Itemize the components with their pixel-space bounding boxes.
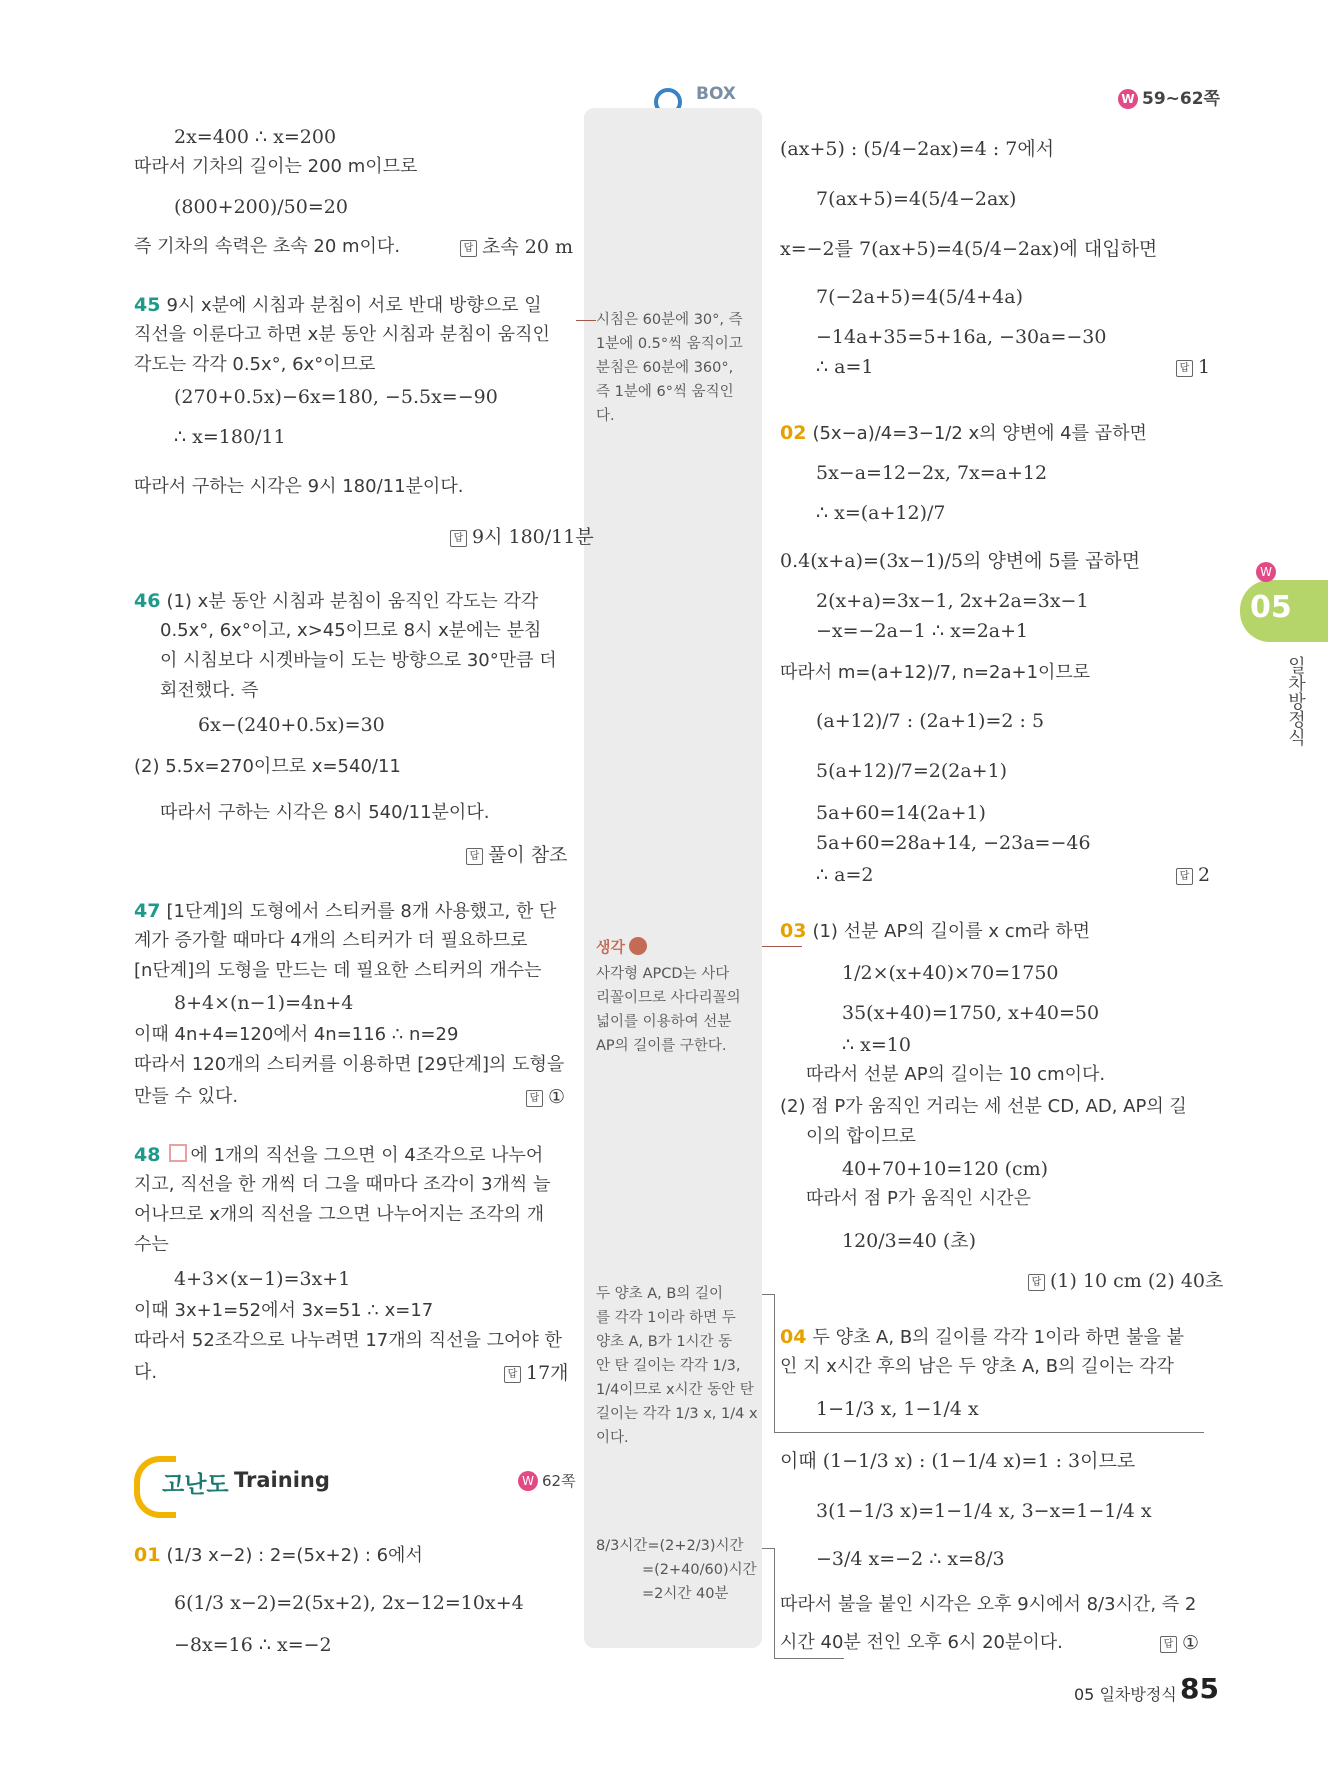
text-line: 이때 3x+1=52에서 3x=51 ∴ x=17: [134, 1300, 434, 1321]
note-04: 두 양초 A, B의 길이 를 각각 1이라 하면 두 양초 A, B가 1시간 동 안 탄 길이는 각각 1/3, 1/4이므로 x시간 동안 탄 길이는 각각 1/3 x, 1/4 x 이다.: [596, 1286, 758, 1446]
problem-01: 01 (1/3 x−2) : 2=(5x+2) : 6에서: [134, 1544, 423, 1566]
eq-line: 1/2×(x+40)×70=1750: [842, 962, 1059, 984]
think-label: 생각: [596, 936, 647, 957]
eq-line: −14a+35=5+16a, −30a=−30: [816, 326, 1107, 348]
text-line: 계가 증가할 때마다 4개의 스티커가 더 필요하므로: [134, 930, 528, 951]
eq-line: 1−1/3 x, 1−1/4 x: [816, 1398, 979, 1420]
answer-45: 답 9시 180/11분: [450, 524, 594, 550]
eq-line: 6(1/3 x−2)=2(5x+2), 2x−12=10x+4: [174, 1592, 524, 1614]
connector-line: [774, 1294, 775, 1432]
connector-line: [576, 320, 596, 321]
text-line: 이 시침보다 시곗바늘이 도는 방향으로 30°만큼 더: [160, 650, 557, 671]
eq-line: 120/3=40 (초): [842, 1230, 977, 1252]
box-label: BOX: [696, 84, 736, 104]
eq-line: (ax+5) : (5/4−2ax)=4 : 7에서: [780, 138, 1055, 160]
chapter-number: 05: [1250, 590, 1292, 625]
eq-line: 2x=400 ∴ x=200: [174, 126, 337, 148]
text-line: 따라서 120개의 스티커를 이용하면 [29단계]의 도형을: [134, 1054, 565, 1075]
eq-line: (270+0.5x)−6x=180, −5.5x=−90: [174, 386, 498, 408]
text-line: 어나므로 x개의 직선을 그으면 나누어지는 조각의 개: [134, 1204, 545, 1225]
text-line: 이의 합이므로: [806, 1126, 917, 1147]
footer-chapter: 05 일차방정식: [1074, 1685, 1177, 1704]
eq-line: 0.4(x+a)=(3x−1)/5의 양변에 5를 곱하면: [780, 550, 1141, 572]
text-line: 수는: [134, 1234, 169, 1255]
note-03: 사각형 APCD는 사다 리꼴이므로 사다리꼴의 넓이를 이용하여 선분 AP의 길이를 구한다.: [596, 966, 741, 1054]
answer-02: 답 2: [1176, 862, 1210, 888]
text-line: 회전했다. 즉: [160, 680, 259, 701]
text-line: 따라서 52조각으로 나누려면 17개의 직선을 그어야 한: [134, 1330, 562, 1351]
text-line: 따라서 기차의 길이는 200 m이므로: [134, 156, 418, 177]
eq-line: ∴ x=180/11: [174, 426, 286, 448]
chapter-w-icon: W: [1256, 562, 1280, 582]
eq-line: 5a+60=14(2a+1): [816, 802, 986, 824]
connector-line: [774, 1432, 1204, 1433]
eq-line: 이때 (1−1/3 x) : (1−1/4 x)=1 : 3이므로: [780, 1450, 1136, 1472]
lightbulb-icon: [629, 937, 647, 955]
text-line: 직선을 이룬다고 하면 x분 동안 시침과 분침이 움직인: [134, 324, 550, 345]
text-line: 따라서 선분 AP의 길이는 10 cm이다.: [806, 1064, 1106, 1085]
answer-44: 답 초속 20 m: [460, 234, 573, 260]
text-line: 지고, 직선을 한 개씩 더 그을 때마다 조각이 3개씩 늘: [134, 1174, 551, 1195]
eq-line: x=−2를 7(ax+5)=4(5/4−2ax)에 대입하면: [780, 238, 1158, 260]
text-line: 다.: [134, 1362, 158, 1383]
connector-line: [774, 1548, 775, 1658]
text-line: 따라서 m=(a+12)/7, n=2a+1이므로: [780, 662, 1091, 683]
connector-line: [762, 1548, 774, 1549]
answer-r1: 답 1: [1176, 354, 1210, 380]
answer-47: 답 ①: [526, 1084, 565, 1110]
eq-line: 35(x+40)=1750, x+40=50: [842, 1002, 1100, 1024]
eq-line: 7(ax+5)=4(5/4−2ax): [816, 188, 1017, 210]
answer-48: 답 17개: [504, 1360, 569, 1386]
page-reference: [1118, 84, 1220, 109]
eq-line: 5(a+12)/7=2(2a+1): [816, 760, 1008, 782]
eq-line: ∴ x=10: [842, 1034, 911, 1056]
problem-48: 48 에 1개의 직선을 그으면 이 4조각으로 나누어: [134, 1144, 544, 1166]
text-line: 즉 기차의 속력은 초속 20 m이다.: [134, 236, 401, 257]
text-line: 따라서 점 P가 움직인 시간은: [806, 1188, 1032, 1209]
note-04b: 8/3시간=(2+2/3)시간 =(2+40/60)시간 =2시간 40분: [596, 1538, 757, 1602]
eq-line: 2(x+a)=3x−1, 2x+2a=3x−1: [816, 590, 1089, 612]
page-range: 59~62쪽: [1142, 89, 1220, 109]
problem-47: 47 [1단계]의 도형에서 스티커를 8개 사용했고, 한 단: [134, 900, 557, 922]
eq-line: ∴ a=2: [816, 864, 874, 886]
eq-line: ∴ a=1: [816, 356, 874, 378]
eq-line: 5x−a=12−2x, 7x=a+12: [816, 462, 1048, 484]
eq-line: −3/4 x=−2 ∴ x=8/3: [816, 1548, 1005, 1570]
figure-box-icon: [169, 1144, 187, 1162]
training-subtitle: Training: [234, 1468, 330, 1492]
training-title: 고난도: [162, 1472, 229, 1498]
eq-line: 4+3×(x−1)=3x+1: [174, 1268, 351, 1290]
text-line: [n단계]의 도형을 만드는 데 필요한 스티커의 개수는: [134, 960, 542, 981]
eq-line: 6x−(240+0.5x)=30: [198, 714, 385, 736]
connector-line: [762, 946, 802, 947]
text-line: 0.5x°, 6x°이고, x>45이므로 8시 x분에는 분침: [160, 620, 542, 641]
eq-line: (a+12)/7 : (2a+1)=2 : 5: [816, 710, 1045, 732]
problem-03: 03 (1) 선분 AP의 길이를 x cm라 하면: [780, 920, 1091, 942]
problem-04: 04 두 양초 A, B의 길이를 각각 1이라 하면 불을 붙: [780, 1326, 1184, 1348]
eq-line: −8x=16 ∴ x=−2: [174, 1634, 332, 1656]
w-badge-icon: W: [518, 1471, 538, 1491]
problem-02: 02 (5x−a)/4=3−1/2 x의 양변에 4를 곱하면: [780, 422, 1147, 444]
text-line: 따라서 불을 붙인 시각은 오후 9시에서 8/3시간, 즉 2: [780, 1594, 1197, 1615]
eq-line: ∴ x=(a+12)/7: [816, 502, 946, 524]
w-badge-icon: W: [1118, 89, 1138, 109]
eq-line: (800+200)/50=20: [174, 196, 348, 218]
text-line: 시간 40분 전인 오후 6시 20분이다.: [780, 1632, 1063, 1653]
problem-46: 46 (1) x분 동안 시침과 분침이 움직인 각도는 각각: [134, 590, 539, 612]
answer-03: 답 (1) 10 cm (2) 40초: [1028, 1268, 1223, 1294]
text-line: 따라서 구하는 시각은 8시 540/11분이다.: [160, 802, 490, 823]
answer-04: 답 ①: [1160, 1630, 1199, 1656]
text-line: 각도는 각각 0.5x°, 6x°이므로: [134, 354, 376, 375]
text-line: 인 지 x시간 후의 남은 두 양초 A, B의 길이는 각각: [780, 1356, 1174, 1377]
eq-line: −x=−2a−1 ∴ x=2a+1: [816, 620, 1029, 642]
answer-icon: 답: [460, 240, 477, 257]
eq-line: 5a+60=28a+14, −23a=−46: [816, 832, 1091, 854]
eq-line: 8+4×(n−1)=4n+4: [174, 992, 354, 1014]
problem-45: 45 9시 x분에 시침과 분침이 서로 반대 방향으로 일: [134, 294, 542, 316]
text-line: (2) 5.5x=270이므로 x=540/11: [134, 756, 401, 777]
text-line: 만들 수 있다.: [134, 1086, 239, 1107]
connector-line: [762, 1294, 774, 1295]
page-number: 85: [1180, 1672, 1219, 1705]
eq-line: 40+70+10=120 (cm): [842, 1158, 1049, 1180]
training-page-ref: W 62쪽: [518, 1470, 576, 1491]
answer-46: 답 풀이 참조: [466, 842, 567, 868]
chapter-title-vertical: 일차방정식: [1285, 656, 1306, 746]
note-45: 시침은 60분에 30°, 즉 1분에 0.5°씩 움직이고 분침은 60분에 360°, 즉 1분에 6°씩 움직인 다.: [596, 312, 743, 424]
connector-line: [774, 1658, 844, 1659]
text-line: (2) 점 P가 움직인 거리는 세 선분 CD, AD, AP의 길: [780, 1096, 1187, 1117]
eq-line: 7(−2a+5)=4(5/4+4a): [816, 286, 1024, 308]
text-line: 이때 4n+4=120에서 4n=116 ∴ n=29: [134, 1024, 459, 1045]
text-line: 따라서 구하는 시각은 9시 180/11분이다.: [134, 476, 464, 497]
eq-line: 3(1−1/3 x)=1−1/4 x, 3−x=1−1/4 x: [816, 1500, 1152, 1522]
